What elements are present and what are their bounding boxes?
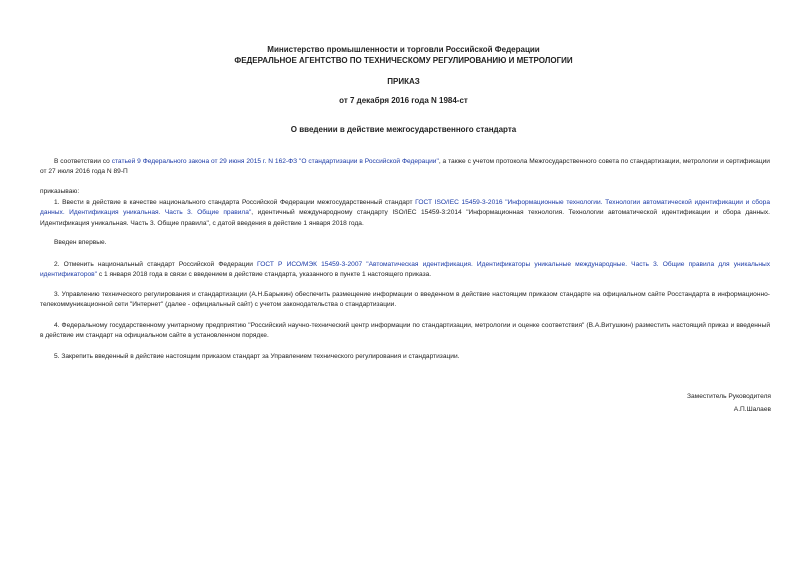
- item-2-text-after: с 1 января 2018 года в связи с введением в действие стандарта, указанного в пункте 1 настоящего приказа.: [97, 271, 432, 279]
- document-type: ПРИКАЗ: [387, 77, 420, 86]
- item-2-paragraph: [40, 260, 770, 281]
- introduced-first-time: Введен впервые.: [54, 239, 107, 246]
- item-1-text-before: 1. Ввести в действие в качестве национального стандарта Российской Федерации межгосударственный стандарт: [54, 199, 416, 206]
- document-subject: О введении в действие межгосударственного стандарта: [290, 125, 517, 134]
- item-1-paragraph: [40, 198, 770, 229]
- law-link[interactable]: статьей 9 Федерального закона от 29 июня 2015 г. N 162-ФЗ "О стандартизации в Российской Федерации": [111, 158, 439, 165]
- agency-title: ФЕДЕРАЛЬНОЕ АГЕНТСТВО ПО ТЕХНИЧЕСКОМУ РЕГУЛИРОВАНИЮ И МЕТРОЛОГИИ: [234, 56, 573, 65]
- preamble-text-after: , а также с учетом протокола Межгосударственного совета по стандартизации, метрологии и сертификации от 27 июля 2016 года N 89-П: [40, 158, 770, 176]
- preamble-text-before: В соответствии со: [54, 158, 112, 165]
- item-5-paragraph: 5. Закрепить введенный в действие настоящим приказом стандарт за Управлением технического регулирования и стандартизации.: [54, 353, 460, 360]
- signature-position: Заместитель Руководителя: [687, 393, 771, 400]
- item-3-paragraph: 3. Управлению технического регулирования и стандартизации (А.Н.Барыкин) обеспечить размещение информации о введенном в действие настоящим приказом стандарте на официальном сайте Росстандарта в информационно-телекоммуникационной сети "Интернет" (далее - официальный сайт) с учетом законодательства о стандартизации.: [40, 291, 770, 309]
- item-4-paragraph: 4. Федеральному государственному унитарному предприятию "Российский научно-технический центр информации по стандартизации, метрологии и оценке соответствия" (В.А.Витушкин) разместить настоящий приказ и введенный в действие им стандарт на официальном сайте в установленном порядке.: [40, 322, 770, 340]
- document-date-number: от 7 декабря 2016 года N 1984-ст: [339, 96, 468, 105]
- order-word: приказываю:: [40, 188, 80, 195]
- preamble-paragraph: [40, 157, 770, 178]
- item-2-text-before: 2. Отменить национальный стандарт Российской Федерации: [54, 261, 258, 268]
- signature-name: А.П.Шалаев: [733, 406, 771, 413]
- ministry-title: Министерство промышленности и торговли Российской Федерации: [267, 45, 540, 54]
- standard-link-gost-iso-iec[interactable]: ГОСТ ISO/IEC 15459-3-2016 "Информационные технологии. Технологии автоматической идентификации и сбора данных. Идентификация уникальная. Часть 3. Общие правила": [40, 199, 770, 217]
- item-1-text-after: , идентичный международному стандарту ISO/IEC 15459-3:2014 "Информационная технология. Технологии автоматической идентификации и сбора данных. Идентификация уникальная. Часть 3. Общие правила", с датой введения в действие 1 января 2018 года.: [40, 209, 770, 227]
- standard-link-gost-r[interactable]: ГОСТ Р ИСО/МЭК 15459-3-2007 "Автоматическая идентификация. Идентификаторы уникальные международные. Часть 3. Общие правила для уникальных идентификаторов": [40, 261, 770, 279]
